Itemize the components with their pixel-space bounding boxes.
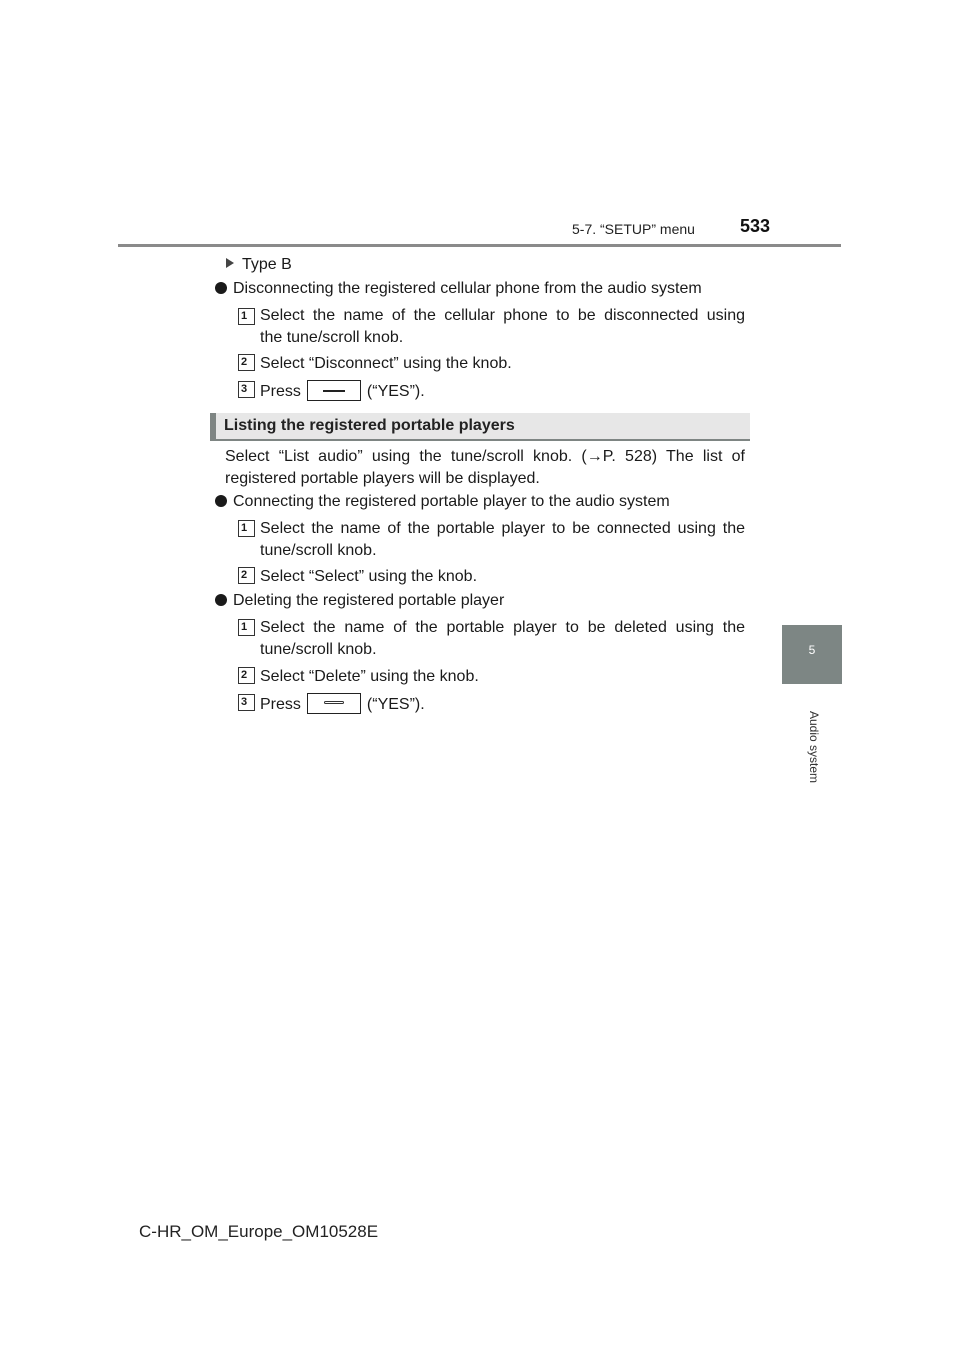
section-heading-bar: [210, 413, 216, 439]
page-number: 533: [740, 216, 771, 236]
connecting-heading: [215, 491, 670, 513]
connecting-step1-line2: tune/scroll knob.: [260, 542, 377, 559]
connecting-step1-line1: Select the name of the portable player to be connected using the: [260, 520, 745, 537]
yes-text: (“YES”).: [366, 383, 425, 400]
step-number-2: 2: [238, 354, 255, 371]
disconnect-heading: [215, 278, 702, 300]
connecting-step2: Select “Select” using the knob.: [260, 568, 478, 585]
step-number-1: 1: [238, 619, 255, 636]
yes-button-icon: [307, 693, 361, 714]
step-number-1: 1: [238, 308, 255, 325]
deleting-step3: [260, 693, 425, 716]
deleting-step1-line2: tune/scroll knob.: [260, 641, 377, 658]
listing-intro-line1: Select “List audio” using the tune/scroll knob. (→P. 528) The list of: [225, 448, 745, 465]
press-text: Press: [260, 696, 301, 713]
type-b-text: Type B: [242, 256, 292, 273]
step-number-2: 2: [238, 567, 255, 584]
step-number-3: 3: [238, 694, 255, 711]
step-number-3: 3: [238, 381, 255, 398]
disconnect-heading-text: Disconnecting the registered cellular phone from the audio system: [233, 280, 702, 297]
chapter-number: 5: [808, 643, 816, 657]
disconnect-step1-line2: the tune/scroll knob.: [260, 329, 404, 346]
bullet-icon: [215, 495, 227, 507]
deleting-step1-line1: Select the name of the portable player to be deleted using the: [260, 619, 745, 636]
running-header-section: 5-7. “SETUP” menu: [572, 221, 695, 237]
connecting-heading-text: Connecting the registered portable player to the audio system: [233, 493, 670, 510]
deleting-heading: [215, 590, 504, 612]
press-text: Press: [260, 383, 301, 400]
listing-intro-line2: registered portable players will be displayed.: [225, 470, 540, 487]
yes-text: (“YES”).: [366, 696, 425, 713]
disconnect-step2: Select “Disconnect” using the knob.: [260, 355, 512, 372]
header-rule: [118, 244, 841, 247]
deleting-step2: Select “Delete” using the knob.: [260, 668, 479, 685]
disconnect-step3: [260, 380, 425, 403]
section-heading: [210, 413, 750, 439]
document-id: C-HR_OM_Europe_OM10528E: [139, 1222, 379, 1241]
chapter-title: Audio system: [807, 710, 821, 784]
disconnect-step1-line1: Select the name of the cellular phone to be disconnected using: [260, 307, 745, 324]
chapter-tab: [782, 625, 842, 684]
step-number-1: 1: [238, 520, 255, 537]
triangle-arrow-icon: [226, 258, 234, 268]
yes-button-icon: [307, 380, 361, 401]
section-heading-rule: [210, 439, 750, 441]
deleting-heading-text: Deleting the registered portable player: [233, 592, 505, 609]
step-number-2: 2: [238, 667, 255, 684]
type-b-label: [226, 254, 292, 276]
bullet-icon: [215, 594, 227, 606]
bullet-icon: [215, 282, 227, 294]
section-heading-title: Listing the registered portable players: [224, 417, 515, 434]
